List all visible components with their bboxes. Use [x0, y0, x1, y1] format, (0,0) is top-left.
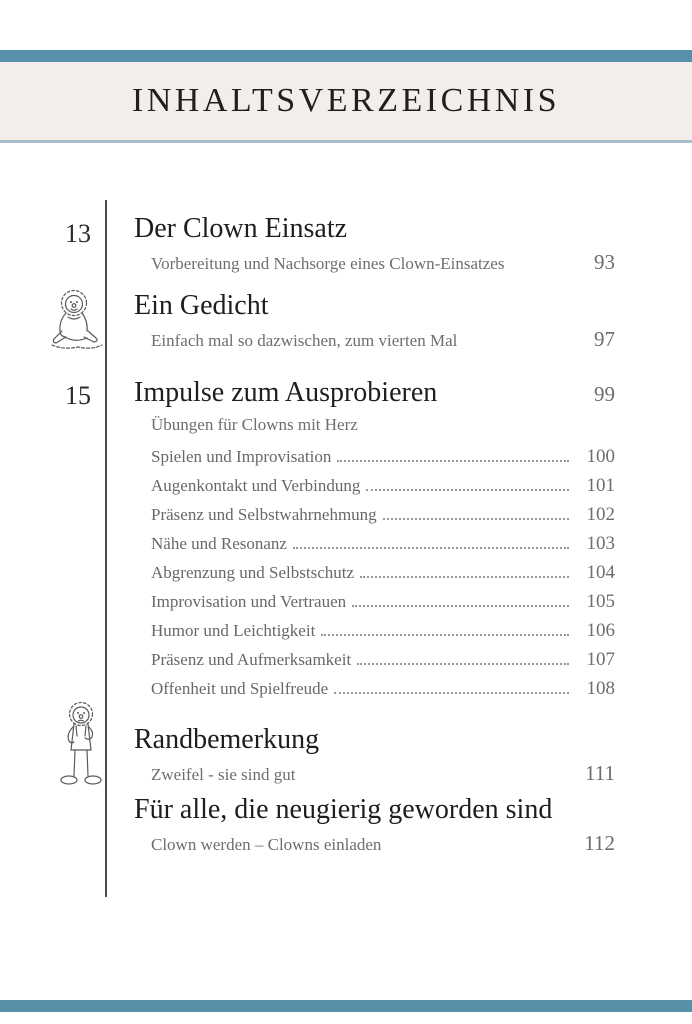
toc-leader-dots [321, 634, 569, 636]
toc-item-label: Offenheit und Spielfreude [151, 679, 329, 698]
toc-section [134, 722, 615, 786]
toc-item-label: Humor und Leichtigkeit [151, 621, 316, 640]
toc-item [134, 562, 615, 591]
toc-item [134, 446, 615, 475]
toc-item-page-number: 108 [586, 678, 615, 699]
section-page-number: 112 [584, 831, 615, 855]
toc-section [134, 211, 615, 275]
toc-item-page-number: 105 [586, 591, 615, 612]
clown-standing-illustration [56, 700, 106, 792]
toc-leader-dots [293, 547, 569, 549]
section-heading: Für alle, die neugierig geworden sind [134, 794, 553, 825]
section-page-number: 111 [585, 761, 615, 785]
toc-item-page-number: 107 [586, 649, 615, 670]
toc-section [134, 288, 615, 352]
page-header [0, 62, 692, 143]
toc-leader-dots [366, 489, 569, 491]
toc-leader-dots [337, 460, 569, 462]
section-page-number: 93 [594, 250, 615, 274]
toc-leader-dots [334, 692, 569, 694]
toc-item [134, 591, 615, 620]
toc-item [134, 678, 615, 707]
clown-sitting-illustration [48, 286, 108, 352]
section-page-number: 99 [594, 382, 615, 406]
toc-item-label: Präsenz und Aufmerksamkeit [151, 650, 352, 669]
section-subtitle: Einfach mal so dazwischen, zum vierten Mal [151, 331, 458, 350]
toc-leader-dots [357, 663, 569, 665]
toc-item [134, 649, 615, 678]
section-heading: Der Clown Einsatz [134, 213, 348, 244]
toc-item-label: Augenkontakt und Verbindung [151, 476, 361, 495]
toc-item-page-number: 100 [586, 446, 615, 467]
toc-leader-dots [360, 576, 569, 578]
section-subtitle: Zweifel - sie sind gut [151, 765, 296, 784]
toc-item-page-number: 103 [586, 533, 615, 554]
toc-item-label: Nähe und Resonanz [151, 534, 287, 553]
toc-item-label: Präsenz und Selbstwahrnehmung [151, 505, 377, 524]
section-subtitle: Clown werden – Clowns einladen [151, 835, 382, 854]
toc-leader-dots [352, 605, 569, 607]
toc-item-page-number: 101 [586, 475, 615, 496]
toc-section [134, 375, 615, 436]
toc-section [134, 792, 615, 856]
chapter-number: 15 [65, 381, 91, 410]
bottom-accent-bar [0, 1000, 692, 1012]
toc-leader-dots [383, 518, 569, 520]
toc-item [134, 475, 615, 504]
toc-item [134, 504, 615, 533]
toc-list [134, 446, 615, 707]
toc-item-page-number: 106 [586, 620, 615, 641]
section-page-number: 97 [594, 327, 615, 351]
toc-item-page-number: 102 [586, 504, 615, 525]
toc-item-label: Abgrenzung und Selbstschutz [151, 563, 355, 582]
toc-item [134, 620, 615, 649]
top-accent-bar [0, 50, 692, 62]
section-heading: Impulse zum Ausprobieren [134, 377, 438, 408]
toc-item-page-number: 104 [586, 562, 615, 583]
section-heading: Ein Gedicht [134, 290, 269, 321]
page-title: INHALTSVERZEICHNIS [131, 82, 561, 119]
toc-item-label: Improvisation und Vertrauen [151, 592, 347, 611]
toc-item-label: Spielen und Improvisation [151, 447, 332, 466]
section-heading: Randbemerkung [134, 724, 320, 755]
section-subtitle: Übungen für Clowns mit Herz [151, 415, 358, 434]
chapter-number: 13 [65, 219, 91, 248]
toc-item [134, 533, 615, 562]
section-subtitle: Vorbereitung und Nachsorge eines Clown-Einsatzes [151, 254, 505, 273]
